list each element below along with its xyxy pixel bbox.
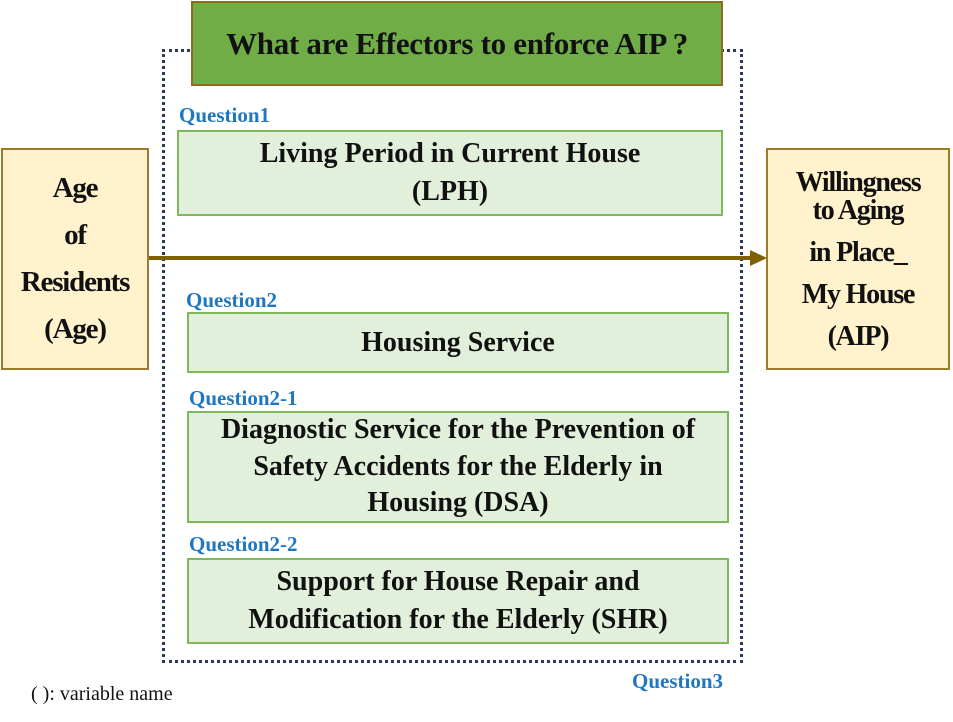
dsa-line: Safety Accidents for the Elderly in: [253, 450, 663, 482]
left-box-line: Age: [52, 172, 98, 204]
willingness-aip-box: [766, 148, 950, 370]
right-box-line: in Place_: [809, 237, 907, 268]
dsa-line: Housing (DSA): [367, 487, 549, 519]
age-to-aip-arrow-line: [148, 256, 752, 260]
right-box-line: My House: [801, 279, 915, 310]
question2-1-label: Question2-1: [189, 386, 298, 410]
question3-label: Question3: [632, 669, 724, 693]
variable-name-note: ( ): variable name: [31, 683, 173, 705]
housing-service-line: Housing Service: [361, 326, 555, 358]
housing-service-box: [187, 312, 729, 373]
lph-line: (LPH): [411, 176, 489, 207]
shr-line: Support for House Repair and: [276, 566, 640, 598]
diagram-title: What are Effectors to enforce AIP ?: [191, 1, 723, 86]
shr-box: [187, 558, 729, 644]
age-of-residents-box: [1, 148, 149, 370]
question2-2-label: Question2-2: [189, 532, 298, 556]
dsa-line: Diagnostic Service for the Prevention of: [220, 414, 696, 446]
question1-label: Question1: [179, 103, 271, 127]
left-box-line: Residents: [20, 266, 130, 298]
right-box-line: Willingness: [795, 167, 921, 198]
left-box-line: of: [64, 219, 86, 251]
lph-box: [177, 130, 723, 216]
question2-label: Question2: [186, 288, 278, 312]
right-box-line: (AIP): [827, 321, 889, 352]
arrow-head-icon: [750, 250, 767, 266]
right-box-line: to Aging: [812, 195, 904, 226]
left-box-line: (Age): [44, 313, 106, 345]
dsa-box: [187, 411, 729, 523]
lph-line: Living Period in Current House: [259, 138, 641, 170]
shr-line: Modification for the Elderly (SHR): [248, 604, 668, 635]
